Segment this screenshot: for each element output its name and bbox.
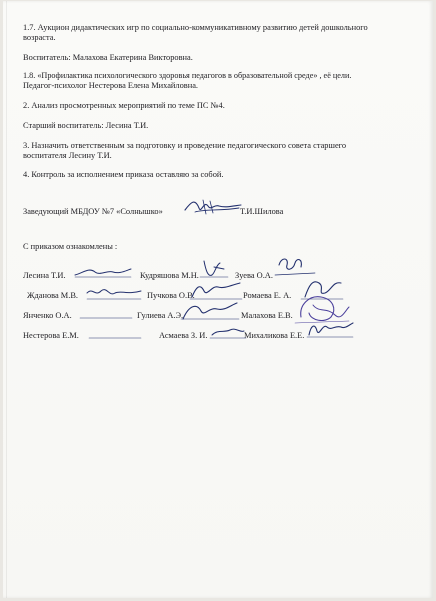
signer-zueva: Зуева О.А. <box>235 271 273 280</box>
signature-mikhalikova <box>305 317 355 341</box>
signature-line-yanchenko <box>78 313 134 321</box>
signer-lesina: Лесина Т.И. <box>23 271 66 280</box>
item-3-line-2: воспитателя Лесину Т.И. <box>23 151 112 160</box>
signature-lesina <box>73 263 133 279</box>
item-1-8-line-1: 1.8. «Профилактика психологического здоровья педагогов в образовательной среде» , её цели. <box>23 71 352 80</box>
item-4-line: 4. Контроль за исполнением приказа оставляю за собой. <box>23 170 224 179</box>
signature-gulieva <box>179 299 241 325</box>
acquainted-header: С приказом ознакомлены : <box>23 242 118 251</box>
head-name: Т.И.Шилова <box>240 207 284 216</box>
head-signature-mark <box>183 194 245 220</box>
signer-mikhalikova: Михаликова Е.Е. <box>244 331 305 340</box>
signature-zhdanova <box>83 283 145 303</box>
educator-line: Воспитатель: Малахова Екатерина Викторовна. <box>23 53 193 62</box>
signer-nesterova: Нестерова Е.М. <box>23 331 79 340</box>
item-1-7-line-1: 1.7. Аукцион дидактических игр по социально-коммуникативному развитию детей дошкольного <box>23 23 368 32</box>
signer-yanchenko: Янченко О.А. <box>23 311 72 320</box>
document-page <box>3 1 433 598</box>
signature-asmaeva <box>208 323 248 341</box>
senior-educator-line: Старший воспитатель: Лесина Т.И. <box>23 121 149 130</box>
item-1-7-line-2: возраста. <box>23 33 56 42</box>
signature-kudryashova <box>198 257 230 281</box>
scan-edge <box>6 1 7 598</box>
item-1-8-line-2: Педагог-психолог Нестерова Елена Михайловна. <box>23 81 199 90</box>
signer-romaeva: Ромаева Е. А. <box>243 291 292 300</box>
signature-line-nesterova <box>87 333 143 341</box>
item-3-line-1: 3. Назначить ответственным за подготовку и проведение педагогического совета старшего <box>23 141 347 150</box>
signer-asmaeva: Асмаева З. И. <box>159 331 208 340</box>
signer-puchkova: Пучкова О.В. <box>147 291 195 300</box>
signer-gulieva: Гулиева А.Э. <box>137 311 184 320</box>
signer-malakhova: Малахова Е.В. <box>241 311 293 320</box>
head-position: Заведующий МБДОУ №7 «Солнышко» <box>23 207 163 216</box>
item-2-line: 2. Анализ просмотренных мероприятий по теме ПС №4. <box>23 101 225 110</box>
signer-kudryashova: Кудряшова М.Н. <box>140 271 199 280</box>
signer-zhdanova: Жданова М.В. <box>27 291 79 300</box>
